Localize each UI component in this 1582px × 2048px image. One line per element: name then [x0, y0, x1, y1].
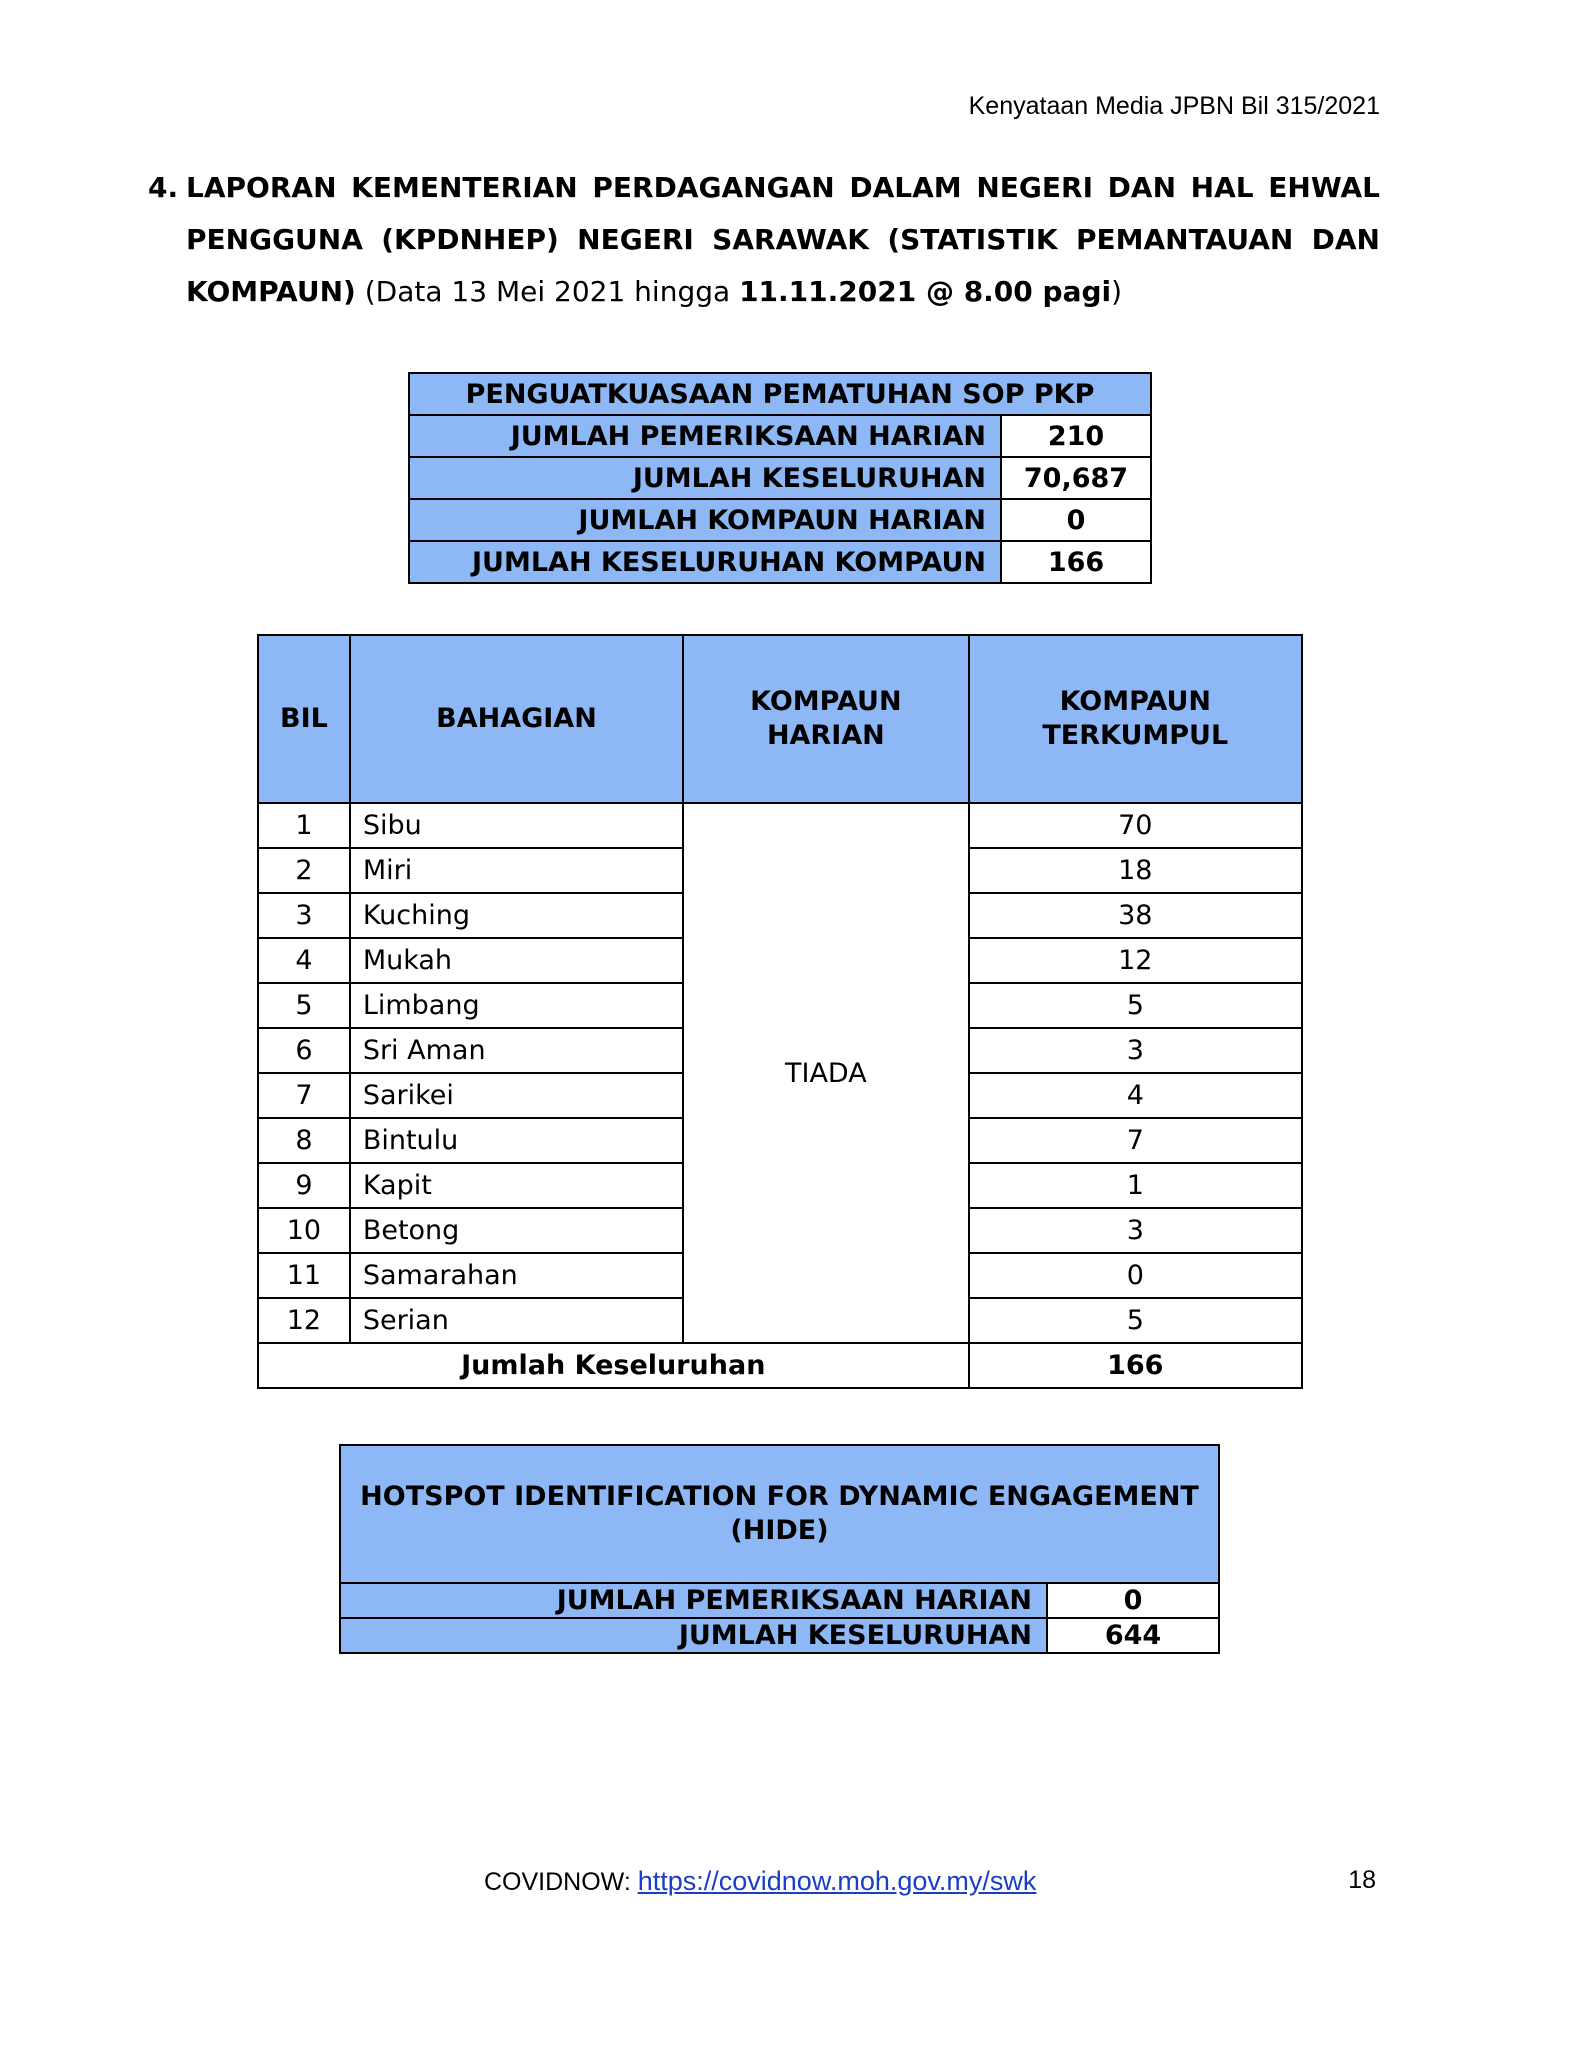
covidnow-link[interactable]: https://covidnow.moh.gov.my/swk: [637, 1866, 1037, 1896]
total-value: 166: [969, 1343, 1302, 1388]
row-bil: 7: [258, 1073, 350, 1118]
sop-label: JUMLAH KESELURUHAN KOMPAUN: [409, 541, 1001, 583]
row-bil: 10: [258, 1208, 350, 1253]
row-bahagian: Sarikei: [350, 1073, 683, 1118]
header-kompaun-terkumpul: KOMPAUN TERKUMPUL: [969, 635, 1302, 803]
row-terkumpul: 0: [969, 1253, 1302, 1298]
row-terkumpul: 1: [969, 1163, 1302, 1208]
header-bil: BIL: [258, 635, 350, 803]
row-bahagian: Miri: [350, 848, 683, 893]
footer-prefix: COVIDNOW:: [484, 1868, 638, 1896]
row-bil: 1: [258, 803, 350, 848]
row-bil: 9: [258, 1163, 350, 1208]
sop-value: 0: [1001, 499, 1151, 541]
row-terkumpul: 3: [969, 1208, 1302, 1253]
row-terkumpul: 7: [969, 1118, 1302, 1163]
row-terkumpul: 18: [969, 848, 1302, 893]
total-label: Jumlah Keseluruhan: [258, 1343, 969, 1388]
section-heading: [186, 162, 1380, 318]
data-range-suffix: ): [1111, 275, 1123, 308]
header-bahagian: BAHAGIAN: [350, 635, 683, 803]
row-bahagian: Betong: [350, 1208, 683, 1253]
hide-label: JUMLAH PEMERIKSAAN HARIAN: [340, 1583, 1047, 1618]
data-range-prefix: (Data 13 Mei 2021 hingga: [355, 275, 740, 308]
row-bil: 4: [258, 938, 350, 983]
footer: [484, 1866, 1036, 1897]
row-bil: 3: [258, 893, 350, 938]
row-bahagian: Bintulu: [350, 1118, 683, 1163]
row-bil: 11: [258, 1253, 350, 1298]
sop-label: JUMLAH PEMERIKSAAN HARIAN: [409, 415, 1001, 457]
row-terkumpul: 4: [969, 1073, 1302, 1118]
data-range-date: 11.11.2021 @ 8.00 pagi: [739, 275, 1112, 308]
kompaun-harian-value: TIADA: [683, 803, 968, 1343]
section-4: [148, 162, 1380, 318]
sop-label: JUMLAH KOMPAUN HARIAN: [409, 499, 1001, 541]
hide-value: 644: [1047, 1618, 1219, 1653]
row-bahagian: Kuching: [350, 893, 683, 938]
row-bil: 2: [258, 848, 350, 893]
row-bil: 8: [258, 1118, 350, 1163]
row-terkumpul: 70: [969, 803, 1302, 848]
sop-label: JUMLAH KESELURUHAN: [409, 457, 1001, 499]
sop-value: 210: [1001, 415, 1151, 457]
hide-table-title: HOTSPOT IDENTIFICATION FOR DYNAMIC ENGAGEMENT (HIDE): [340, 1445, 1219, 1583]
row-bil: 12: [258, 1298, 350, 1343]
row-bahagian: Serian: [350, 1298, 683, 1343]
hide-table: [339, 1444, 1220, 1654]
row-bahagian: Limbang: [350, 983, 683, 1028]
hide-label: JUMLAH KESELURUHAN: [340, 1618, 1047, 1653]
sop-value: 70,687: [1001, 457, 1151, 499]
page-number: 18: [1348, 1866, 1376, 1894]
sop-enforcement-table: [408, 372, 1152, 584]
table-row: [258, 803, 1302, 848]
row-bahagian: Kapit: [350, 1163, 683, 1208]
hide-value: 0: [1047, 1583, 1219, 1618]
row-bil: 6: [258, 1028, 350, 1073]
section-number: 4.: [148, 171, 179, 204]
row-terkumpul: 3: [969, 1028, 1302, 1073]
document-reference: Kenyataan Media JPBN Bil 315/2021: [968, 92, 1380, 120]
sop-value: 166: [1001, 541, 1151, 583]
row-bil: 5: [258, 983, 350, 1028]
row-bahagian: Samarahan: [350, 1253, 683, 1298]
row-bahagian: Sibu: [350, 803, 683, 848]
header-kompaun-harian: KOMPAUN HARIAN: [683, 635, 968, 803]
total-row: [258, 1343, 1302, 1388]
sop-table-title: PENGUATKUASAAN PEMATUHAN SOP PKP: [409, 373, 1151, 415]
row-terkumpul: 5: [969, 983, 1302, 1028]
row-terkumpul: 12: [969, 938, 1302, 983]
row-bahagian: Sri Aman: [350, 1028, 683, 1073]
row-bahagian: Mukah: [350, 938, 683, 983]
row-terkumpul: 5: [969, 1298, 1302, 1343]
section-title: LAPORAN KEMENTERIAN PERDAGANGAN DALAM NEGERI DAN HAL EHWAL PENGGUNA (KPDNHEP) NEGERI SARAWAK (STATISTIK PEMANTAUAN DAN KOMPAUN): [186, 171, 1380, 308]
row-terkumpul: 38: [969, 893, 1302, 938]
division-compound-table: [257, 634, 1303, 1389]
